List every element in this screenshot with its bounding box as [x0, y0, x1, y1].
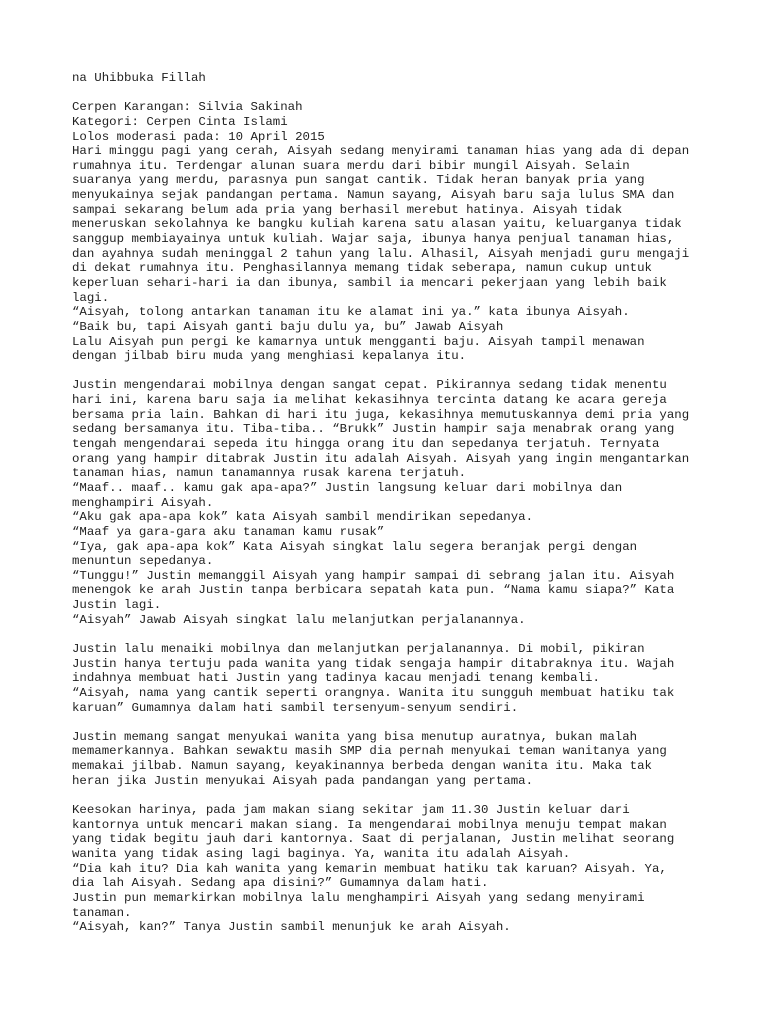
- text-line: memakai jilbab. Namun sayang, keyakinannya berbeda dengan wanita itu. Maka tak: [72, 759, 652, 774]
- text-line: Justin memang sangat menyukai wanita yang bisa menutup auratnya, bukan malah: [72, 729, 638, 744]
- text-line: “Aku gak apa-apa kok” kata Aisyah sambil mendirikan sepedanya.: [72, 510, 534, 525]
- paragraph-spacer: [72, 364, 712, 379]
- story-body: [72, 144, 712, 935]
- category-line: Kategori: Cerpen Cinta Islami: [72, 114, 288, 129]
- text-line: memamerkannya. Bahkan sewaktu masih SMP dia pernah menyukai teman wanitanya yang: [72, 744, 667, 759]
- text-line: “Dia kah itu? Dia kah wanita yang kemarin membuat hatiku tak karuan? Aisyah. Ya,: [72, 861, 667, 876]
- document-page: [72, 71, 712, 935]
- text-line: tanaman hias, namun tanamannya rusak karena terjatuh.: [72, 466, 467, 481]
- text-line: sanggup membiayainya untuk kuliah. Wajar saja, ibunya hanya penjual tanaman hias,: [72, 232, 675, 247]
- text-line: di dekat rumahnya itu. Penghasilannya memang tidak seberapa, namun cukup untuk: [72, 261, 652, 276]
- text-line: yang tidak begitu jauh dari kantornya. Saat di perjalanan, Justin melihat seorang: [72, 832, 675, 847]
- text-line: bersama pria lain. Bahkan di hari itu juga, kekasihnya memutuskannya demi pria yang: [72, 407, 690, 422]
- text-line: “Aisyah, nama yang cantik seperti orangnya. Wanita itu sungguh membuat hatiku tak: [72, 685, 675, 700]
- text-line: orang yang hampir ditabrak Justin itu adalah Aisyah. Aisyah yang ingin mengantarkan: [72, 451, 690, 466]
- text-line: tengah mengendarai sepeda itu hingga orang itu dan sepedanya terjatuh. Ternyata: [72, 437, 660, 452]
- moderation-date-line: Lolos moderasi pada: 10 April 2015: [72, 129, 325, 144]
- text-line: kantornya untuk mencari makan siang. Ia mengendarai mobilnya menuju tempat makan: [72, 817, 667, 832]
- author-line: Cerpen Karangan: Silvia Sakinah: [72, 100, 303, 115]
- paragraph: [72, 642, 712, 715]
- paragraph-spacer: [72, 627, 712, 642]
- text-line: meneruskan sekolahnya ke bangku kuliah karena satu alasan yaitu, keluarganya tidak: [72, 217, 682, 232]
- text-line: suaranya yang merdu, parasnya pun sangat cantik. Tidak heran banyak pria yang: [72, 173, 645, 188]
- text-line: “Maaf ya gara-gara aku tanaman kamu rusak”: [72, 524, 385, 539]
- text-line: Justin lagi.: [72, 598, 162, 613]
- text-line: “Aisyah, kan?” Tanya Justin sambil menunjuk ke arah Aisyah.: [72, 920, 511, 935]
- text-line: “Tunggu!” Justin memanggil Aisyah yang hampir sampai di sebrang jalan itu. Aisyah: [72, 568, 675, 583]
- paragraph: [72, 730, 712, 789]
- story-meta: [72, 100, 712, 144]
- text-line: “Aisyah” Jawab Aisyah singkat lalu melanjutkan perjalanannya.: [72, 612, 526, 627]
- text-line: hari ini, karena baru saja ia melihat kekasihnya tercinta datang ke acara gereja: [72, 393, 667, 408]
- text-line: Lalu Aisyah pun pergi ke kamarnya untuk mengganti baju. Aisyah tampil menawan: [72, 334, 645, 349]
- paragraph: [72, 144, 712, 364]
- text-line: Justin pun memarkirkan mobilnya lalu menghampiri Aisyah yang sedang menyirami: [72, 890, 645, 905]
- text-line: menghampiri Aisyah.: [72, 495, 214, 510]
- text-line: lagi.: [72, 290, 110, 305]
- spacer: [72, 86, 712, 101]
- paragraph: [72, 803, 712, 935]
- text-line: dan ayahnya sudah meninggal 2 tahun yang lalu. Alhasil, Aisyah menjadi guru mengaji: [72, 246, 690, 261]
- text-line: menyukainya sejak pandangan pertama. Namun sayang, Aisyah baru saja lulus SMA dan: [72, 188, 675, 203]
- story-title: na Uhibbuka Fillah: [72, 71, 206, 85]
- text-line: menuntun sepedanya.: [72, 554, 214, 569]
- text-line: “Maaf.. maaf.. kamu gak apa-apa?” Justin langsung keluar dari mobilnya dan: [72, 480, 623, 495]
- paragraph-spacer: [72, 788, 712, 803]
- text-line: menengok ke arah Justin tanpa berbicara sepatah kata pun. “Nama kamu siapa?” Kata: [72, 583, 675, 598]
- text-line: keperluan sehari-hari ia dan ibunya, sambil ia mencari pekerjaan yang lebih baik: [72, 275, 667, 290]
- text-line: karuan” Gumamnya dalam hati sambil tersenyum-senyum sendiri.: [72, 700, 519, 715]
- text-line: Justin lalu menaiki mobilnya dan melanjutkan perjalanannya. Di mobil, pikiran: [72, 641, 645, 656]
- text-line: “Aisyah, tolong antarkan tanaman itu ke alamat ini ya.” kata ibunya Aisyah.: [72, 305, 630, 320]
- text-line: rumahnya itu. Terdengar alunan suara merdu dari bibir mungil Aisyah. Selain: [72, 158, 630, 173]
- paragraph-spacer: [72, 715, 712, 730]
- text-line: heran jika Justin menyukai Aisyah pada pandangan yang pertama.: [72, 773, 534, 788]
- text-line: Justin mengendarai mobilnya dengan sangat cepat. Pikirannya sedang tidak menentu: [72, 378, 667, 393]
- paragraph: [72, 378, 712, 627]
- text-line: sedang bersamanya itu. Tiba-tiba.. “Brukk” Justin hampir saja menabrak orang yang: [72, 422, 675, 437]
- text-line: sampai sekarang belum ada pria yang berhasil merebut hatinya. Aisyah tidak: [72, 202, 623, 217]
- text-line: Keesokan harinya, pada jam makan siang sekitar jam 11.30 Justin keluar dari: [72, 803, 630, 818]
- text-line: dia lah Aisyah. Sedang apa disini?” Gumamnya dalam hati.: [72, 876, 489, 891]
- text-line: Justin hanya tertuju pada wanita yang tidak sengaja hampir ditabraknya itu. Wajah: [72, 656, 675, 671]
- text-line: Hari minggu pagi yang cerah, Aisyah sedang menyirami tanaman hias yang ada di depan: [72, 144, 690, 159]
- text-line: wanita yang tidak asing lagi baginya. Ya, wanita itu adalah Aisyah.: [72, 846, 571, 861]
- text-line: indahnya membuat hati Justin yang tadinya kacau menjadi tenang kembali.: [72, 671, 600, 686]
- text-line: “Baik bu, tapi Aisyah ganti baju dulu ya, bu” Jawab Aisyah: [72, 319, 504, 334]
- text-line: “Iya, gak apa-apa kok” Kata Aisyah singkat lalu segera beranjak pergi dengan: [72, 539, 638, 554]
- text-line: dengan jilbab biru muda yang menghiasi kepalanya itu.: [72, 349, 467, 364]
- text-line: tanaman.: [72, 905, 132, 920]
